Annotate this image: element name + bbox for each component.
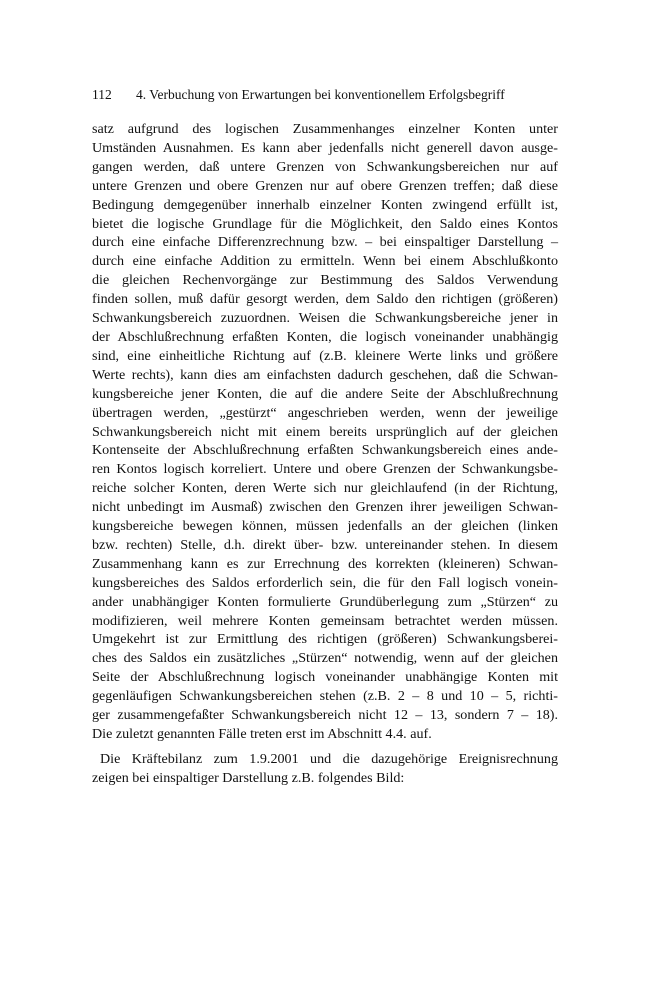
text-line: untere Grenzen und obere Grenzen nur auf obere Grenzen treffen; daß diese xyxy=(92,177,558,194)
text-line: Kontenseite der Abschlußrechnung erfaßten Schwankungsbereich eines ande- xyxy=(92,442,558,459)
text-line: Umgekehrt ist zur Ermittlung des richtigen (größeren) Schwankungsberei- xyxy=(92,631,558,648)
text-line: kungsbereiche jener Konten, die auf die andere Seite der Abschlußrechnung xyxy=(92,385,558,402)
text-line: Bedingung demgegenüber innerhalb einzelner Konten zwingend erfüllt ist, xyxy=(92,196,558,213)
text-line: finden sollen, muß dafür gesorgt werden, dem Saldo den richtigen (größeren) xyxy=(92,291,558,308)
page-number: 112 xyxy=(92,87,112,102)
text-line: Schwankungsbereich zuzuordnen. Weisen die Schwankungsbereiche jener in xyxy=(92,310,558,327)
text-line: durch eine einfache Addition zu ermitteln. Wenn bei einem Abschlußkonto xyxy=(92,253,558,270)
text-line: bzw. rechten) Stelle, d.h. direkt über- bzw. untereinander stehen. In diesem xyxy=(92,536,558,553)
text-line: durch eine einfache Differenzrechnung bzw. – bei einspaltiger Darstellung – xyxy=(92,234,558,251)
text-line: nicht unbedingt im Ausmaß) zwischen den Grenzen ihrer jeweiligen Schwan- xyxy=(92,499,558,516)
text-line: ger zusammengefaßter Schwankungsbereich nicht 12 – 13, sondern 7 – 18). xyxy=(92,707,558,724)
text-line: Schwankungsbereich nicht mit einem bereits ursprünglich auf der gleichen xyxy=(92,423,558,440)
running-header xyxy=(92,86,562,104)
text-line: gegenläufigen Schwankungsbereichen stehen (z.B. 2 – 8 und 10 – 5, richti- xyxy=(92,688,558,705)
text-line: satz aufgrund des logischen Zusammenhanges einzelner Konten unter xyxy=(92,121,558,137)
text-line: zeigen bei einspaltiger Darstellung z.B. folgendes Bild: xyxy=(92,769,405,786)
text-line: Werte rechts), kann dies am einfachsten dadurch geschehen, daß die Schwan- xyxy=(92,366,558,383)
text-line: ches des Saldos ein zusätzliches „Stürzen“ notwendig, wenn auf der gleichen xyxy=(92,650,558,667)
text-line: die gleichen Rechenvorgänge zur Bestimmung des Saldos Verwendung xyxy=(92,272,558,289)
text-line: Seite der Abschlußrechnung logisch voneinander unabhängige Konten mit xyxy=(92,669,558,686)
text-line: Die zuletzt genannten Fälle treten erst im Abschnitt 4.4. auf. xyxy=(92,726,432,742)
text-line: sind, eine einheitliche Richtung auf (z.B. kleinere Werte links und größere xyxy=(92,347,558,364)
text-line: übertragen werden, „gestürzt“ angeschrieben werden, wenn der jeweilige xyxy=(92,404,558,421)
text-line: modifizieren, weil mehrere Konten gemeinsam betrachtet werden müssen. xyxy=(92,612,558,629)
paragraph xyxy=(92,750,558,788)
paragraph xyxy=(92,120,558,744)
text-line: kungsbereiche bewegen können, müssen jedenfalls an der gleichen (linken xyxy=(92,518,558,535)
text-line: bietet die logische Grundlage für die Möglichkeit, den Saldo eines Kontos xyxy=(92,215,558,232)
running-title: 4. Verbuchung von Erwartungen bei konventionellem Erfolgsbegriff xyxy=(136,87,505,102)
text-line: reiche solcher Konten, deren Werte sich nur gleichlaufend (in der Richtung, xyxy=(92,480,558,497)
text-line: der Abschlußrechnung erfaßten Konten, die logisch voneinander unabhängig xyxy=(92,328,558,345)
text-line: Zusammenhang kann es zur Errechnung des korrekten (kleineren) Schwan- xyxy=(92,555,558,572)
text-line: Die Kräftebilanz zum 1.9.2001 und die dazugehörige Ereignisrechnung xyxy=(100,750,558,767)
text-line: Umständen Ausnahmen. Es kann aber jedenfalls nicht generell davon ausge- xyxy=(92,139,558,156)
text-line: ren Kontos logisch korreliert. Untere und obere Grenzen der Schwankungsbe- xyxy=(92,461,558,478)
text-line: gangen werden, daß untere Grenzen von Schwankungsbereichen nur auf xyxy=(92,158,558,175)
body-text xyxy=(92,120,558,788)
text-line: ander unabhängiger Konten formulierte Grundüberlegung zum „Stürzen“ zu xyxy=(92,593,558,610)
text-line: kungsbereiches des Saldos erforderlich sein, die für den Fall logisch vonein- xyxy=(92,574,558,591)
